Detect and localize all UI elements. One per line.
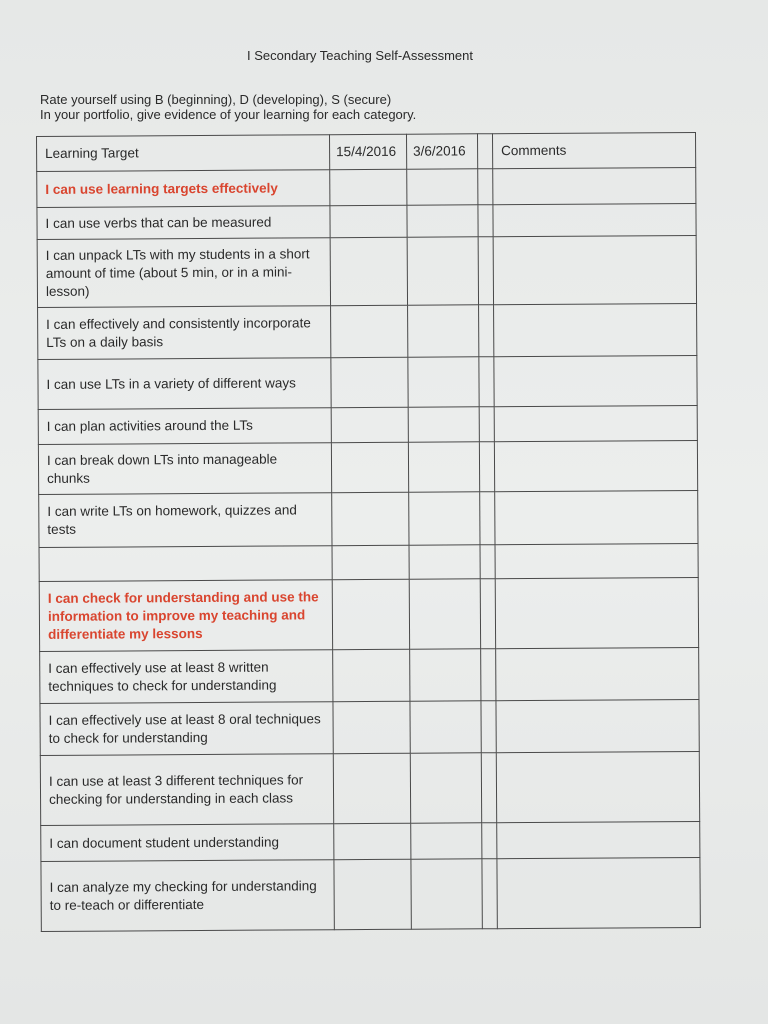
rating-cell-date-2 xyxy=(407,205,478,237)
rating-cell-date-1 xyxy=(334,859,411,929)
table-row xyxy=(40,699,699,755)
rating-cell-date-1 xyxy=(330,169,407,205)
rating-cell-date-2 xyxy=(410,649,481,701)
rating-cell-date-1 xyxy=(332,492,409,545)
blank-cell xyxy=(482,859,497,929)
rating-cell-date-1 xyxy=(331,357,408,407)
learning-target-cell: I can analyze my checking for understanding to re-teach or differentiate xyxy=(41,860,334,932)
table-row xyxy=(38,405,697,444)
comments-cell xyxy=(493,167,696,204)
learning-target-cell: I can unpack LTs with my students in a short amount of time (about 5 min, or in a mini-lesson) xyxy=(37,238,330,308)
learning-target-cell: I can plan activities around the LTs xyxy=(38,408,331,445)
rating-cell-date-1 xyxy=(331,407,408,442)
rating-cell-date-2 xyxy=(410,701,481,753)
learning-target-cell: I can use learning targets effectively xyxy=(37,170,330,208)
table-row xyxy=(41,821,700,861)
rating-cell-date-1 xyxy=(332,579,409,649)
rating-cell-date-1 xyxy=(333,649,410,701)
rating-cell-date-2 xyxy=(408,407,479,442)
blank-cell xyxy=(478,237,493,305)
blank-cell xyxy=(481,649,496,701)
table-row xyxy=(38,355,697,409)
comments-cell xyxy=(496,647,699,700)
learning-target-cell: I can effectively use at least 8 written techniques to check for understanding xyxy=(40,650,333,704)
comments-cell xyxy=(497,857,700,928)
blank-cell xyxy=(480,579,495,649)
rating-cell-date-2 xyxy=(408,305,479,357)
rating-cell-date-2 xyxy=(407,237,478,305)
rating-cell-date-2 xyxy=(408,357,479,407)
rating-cell-date-2 xyxy=(409,545,480,579)
rating-cell-date-1 xyxy=(334,823,411,859)
learning-target-cell: I can break down LTs into manageable chunks xyxy=(38,443,331,495)
table-row xyxy=(41,857,700,931)
comments-cell xyxy=(494,303,697,356)
table-row xyxy=(40,647,699,703)
learning-target-cell: I can write LTs on homework, quizzes and tests xyxy=(39,493,332,548)
blank-cell xyxy=(480,545,495,579)
comments-cell xyxy=(496,699,699,752)
rating-instruction: Rate yourself using B (beginning), D (developing), S (secure) xyxy=(40,92,392,107)
blank-cell xyxy=(479,442,494,492)
blank-cell xyxy=(478,205,493,237)
rating-cell-date-2 xyxy=(407,169,478,205)
header-blank xyxy=(477,134,492,169)
blank-cell xyxy=(478,169,493,205)
comments-cell xyxy=(494,355,697,406)
rating-cell-date-2 xyxy=(410,753,481,823)
comments-cell xyxy=(493,235,696,304)
document-title: I Secondary Teaching Self-Assessment xyxy=(247,48,473,63)
blank-cell xyxy=(479,305,494,357)
learning-target-cell: I can check for understanding and use the information to improve my teaching and differentiate my lessons xyxy=(39,580,332,652)
comments-cell xyxy=(495,577,698,648)
learning-target-cell: I can document student understanding xyxy=(41,824,334,862)
table-row xyxy=(38,440,697,494)
rating-cell-date-2 xyxy=(409,492,480,545)
learning-target-cell xyxy=(39,546,332,582)
instructions xyxy=(40,92,416,122)
blank-cell xyxy=(479,407,494,442)
comments-cell xyxy=(496,751,699,822)
table-row xyxy=(40,751,699,825)
category-row xyxy=(37,167,696,207)
blank-cell xyxy=(481,701,496,753)
table-row xyxy=(38,303,697,359)
blank-cell xyxy=(482,823,497,859)
rating-cell-date-1 xyxy=(332,545,409,579)
category-row xyxy=(39,577,698,651)
learning-target-cell: I can effectively and consistently incorporate LTs on a daily basis xyxy=(38,306,331,360)
table-row xyxy=(39,543,698,581)
header-date-1: 15/4/2016 xyxy=(329,134,406,169)
rating-cell-date-1 xyxy=(330,237,407,305)
comments-cell xyxy=(497,821,700,858)
table-row xyxy=(37,235,696,307)
comments-cell xyxy=(494,440,697,491)
table-row xyxy=(39,490,698,547)
rating-cell-date-2 xyxy=(409,579,480,649)
blank-cell xyxy=(480,492,495,545)
rating-cell-date-1 xyxy=(333,701,410,753)
header-comments: Comments xyxy=(492,132,695,168)
rating-cell-date-1 xyxy=(331,305,408,357)
comments-cell xyxy=(494,405,697,441)
comments-cell xyxy=(493,203,696,236)
header-learning-target: Learning Target xyxy=(37,135,330,172)
blank-cell xyxy=(479,357,494,407)
rating-cell-date-2 xyxy=(411,823,482,859)
comments-cell xyxy=(495,543,698,578)
header-date-2: 3/6/2016 xyxy=(406,134,477,169)
rating-cell-date-1 xyxy=(333,753,410,823)
blank-cell xyxy=(481,753,496,823)
learning-target-cell: I can use at least 3 different techniques for checking for understanding in each class xyxy=(40,754,333,826)
comments-cell xyxy=(495,490,698,544)
rating-cell-date-2 xyxy=(411,859,482,929)
rating-cell-date-1 xyxy=(331,442,408,492)
rating-cell-date-1 xyxy=(330,205,407,237)
learning-target-cell: I can use verbs that can be measured xyxy=(37,206,330,240)
rating-cell-date-2 xyxy=(408,442,479,492)
learning-target-cell: I can use LTs in a variety of different ways xyxy=(38,358,331,410)
table-header-row xyxy=(37,132,696,171)
table-row xyxy=(37,203,696,239)
learning-target-cell: I can effectively use at least 8 oral techniques to check for understanding xyxy=(40,702,333,756)
self-assessment-table xyxy=(36,132,701,932)
portfolio-instruction: In your portfolio, give evidence of your learning for each category. xyxy=(40,107,417,122)
